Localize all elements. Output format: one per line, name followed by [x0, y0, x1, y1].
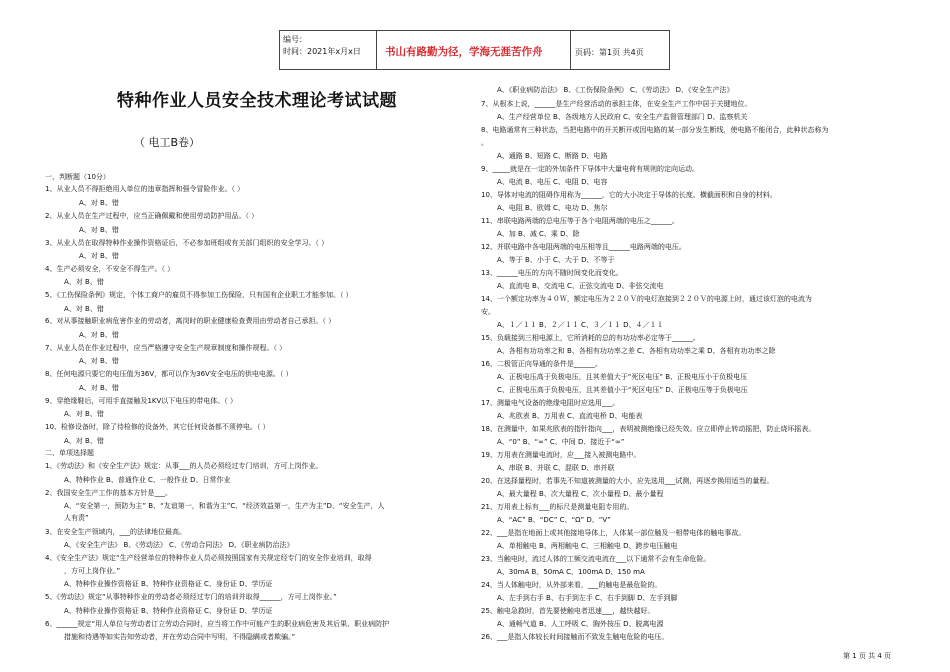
question-line: 13、______电压的方向不随时间变化而变化。 [481, 269, 623, 277]
question-line: 8、任何电源只要它的电压值为36V，都可以作为36V安全电压的供电电源。（ ） [45, 370, 293, 378]
question-line: A、对 B、错 [64, 437, 104, 445]
question-line: A、１／１１ B、２／１１ C、３／１１ D、４／１１ [497, 321, 664, 329]
question-line: 一、判断题（10分） [45, 173, 110, 181]
question-line: 25、触电急救时，首先要使触电者迅速___，越快越好。 [481, 607, 655, 615]
question-line: 16、二极管正向导通的条件是______。 [481, 360, 602, 368]
question-line: 2、我国安全生产工作的基本方针是___。 [45, 489, 172, 497]
footer-page-number: 第 1 页 共 4 页 [843, 652, 892, 660]
question-line: A、对 B、错 [64, 305, 104, 313]
question-line: 11、串联电路两端的总电压等于各个电阻两端的电压之______。 [481, 217, 679, 225]
question-line: A、对 B、错 [79, 331, 119, 339]
question-line: 5、《工伤保险条例》规定，个体工商户的雇员不得参加工伤保险，只有国有企业职工才能参加。（ ） [45, 291, 353, 299]
question-line: 5、《劳动法》规定“从事特种作业的劳动者必须经过专门的培训并取得______，方可上岗作业。” [45, 593, 337, 601]
question-line: 措施和待遇等如实告知劳动者，并在劳动合同中写明，不得隐瞒或者欺骗。” [64, 633, 296, 641]
question-line: 20、在选择量程时，若事先不知道被测量的大小，应先选用___试测，再逐步换用适当的量程。 [481, 477, 774, 485]
question-line: 15、负载接到三相电源上，它所消耗的总的有功功率必定等于______。 [481, 334, 700, 342]
question-line: 22、___是指在地面上或其他接地导体上，人体某一部位触及一相带电体的触电事故。 [481, 529, 746, 537]
question-line: 1、《劳动法》和《安全生产法》规定：从事___的人员必须经过专门培训，方可上岗作业。 [45, 462, 323, 470]
question-line: 6、______规定“用人单位与劳动者订立劳动合同时，应当将工作中可能产生的职业病危害及其后果、职业病防护 [45, 620, 390, 628]
question-line: C、正极电压高于负极电压，且其差值小于“死区电压” D、正极电压等于负极电压 [497, 386, 748, 394]
question-line: A、“AC” B、“DC” C、“Ω” D、“V” [497, 516, 611, 524]
question-line: 9、穿绝缘鞋后，可用手直接触及1KV以下电压的带电体。（ ） [45, 397, 238, 405]
question-line: A、对 B、错 [79, 226, 119, 234]
question-line: 2、从业人员在生产过程中，应当正确佩戴和使用劳动防护用品。（ ） [45, 212, 259, 220]
question-line: A、对 B、错 [79, 357, 119, 365]
question-line: 19、万用表在测量电流时，应___接入被测电路中。 [481, 451, 641, 459]
header-box [279, 30, 670, 70]
time-label: 时间：2021年x月x日 [283, 47, 361, 56]
question-line: A、各相有功功率之和 B、各相有功功率之差 C、各相有功功率之乘 D、各相有功功率之除 [497, 347, 776, 355]
question-line: A、通路 B、短路 C、断路 D、电路 [497, 152, 608, 160]
question-line: 人有责” [64, 514, 89, 522]
question-line: A、生产经营单位 B、各级地方人民政府 C、安全生产监督管理部门 D、监察机关 [497, 113, 748, 121]
question-line: 8、电路通常有三种状态，当把电路中的开关断开或因电路的某一部分发生断线，使电路不能闭合，此种状态称为 [481, 126, 829, 134]
question-line: A、特种作业操作资格证 B、特种作业资格证 C、身份证 D、学历证 [64, 607, 273, 615]
question-line: A、特种作业操作资格证 B、特种作业资格证 C、身份证 D、学历证 [64, 580, 273, 588]
question-line: 17、测量电气设备的绝缘电阻时应选用___。 [481, 399, 620, 407]
question-line: 4、生产必须安全，不安全不得生产。（ ） [45, 265, 175, 273]
question-line: 10、检修设备时，除了待检修的设备外，其它任何设备都不须停电。（ ） [45, 423, 270, 431]
question-line: A、对 B、错 [64, 278, 104, 286]
question-line: 安。 [481, 308, 495, 316]
question-line: A、对 B、错 [79, 384, 119, 392]
question-line: 12、并联电路中各电阻两端的电压相等且______电路两端的电压。 [481, 243, 686, 251]
question-line: 二、单项选择题 [45, 449, 94, 457]
question-line: A、兆欧表 B、万用表 C、直流电桥 D、电能表 [497, 412, 643, 420]
question-line: A、等于 B、小于 C、大于 D、不等于 [497, 256, 615, 264]
question-line: A、单相触电 B、两相触电 C、三相触电 D、跨步电压触电 [497, 542, 678, 550]
question-line: 24、当人体触电时，从外部来看，___的触电是最危险的。 [481, 581, 662, 589]
question-line: 3、在安全生产领域内，___的法律地位最高。 [45, 528, 186, 536]
question-line: 14、一个额定功率为４０Ｗ，额定电压为２２０Ｖ的电灯泡接到２２０Ｖ的电源上时，通过该灯泡的电流为 [481, 295, 812, 303]
question-line: 10、导体对电流的阻碍作用称为______，它的大小决定于导体的长度、横截面积和自身的材料。 [481, 191, 777, 199]
question-line: A、加 B、减 C、乘 D、除 [497, 230, 580, 238]
question-line: A、对 B、错 [64, 410, 104, 418]
question-line: ，方可上岗作业。” [64, 567, 121, 575]
header-motto-cell [377, 31, 571, 69]
question-line: 23、当触电时，流过人体的工频交流电流在___以下通常不会有生命危险。 [481, 555, 711, 563]
question-line: A、串联 B、并联 C、混联 D、串并联 [497, 464, 615, 472]
question-line: A、《安全生产法》 B、《劳动法》 C、《劳动合同法》 D、《职业病防治法》 [64, 541, 294, 549]
question-line: 18、在测量中，如果兆欧表的指针指向___，表明被测绝缘已经失效。应立即停止转动摇把，防止烧坏摇表。 [481, 425, 816, 433]
question-line: 9、_____就是在一定的外加条件下导体中大量电荷有规则的定向运动。 [481, 165, 699, 173]
question-line: A、“安全第一，预防为主” B、“友谊第一，和谐为主”C、“经济效益第一，生产为主”D、“安全生产，人 [64, 502, 385, 510]
code-label: 编号： [283, 35, 307, 44]
question-line: 6、对从事接触职业病危害作业的劳动者，离岗时的职业健康检查费用由劳动者自己承担。（ ） [45, 317, 336, 325]
motto-text: 书山有路勤为径，学海无涯苦作舟 [385, 46, 543, 58]
question-line: 7、从根本上说，______是生产经营活动的承担主体，在安全生产工作中居于关键地位。 [481, 100, 752, 108]
question-line: A、左手到右手 B、右手到左手 C、右手到脚 D、左手到脚 [497, 594, 678, 602]
question-line: 3、从业人员在取得特种作业操作资格证后，不必参加班组或有关部门组织的安全学习。（ ） [45, 239, 329, 247]
question-line: A、对 B、错 [79, 199, 119, 207]
header-meta-cell [280, 31, 377, 69]
question-line: A、电阻 B、欧姆 C、电功 D、焦尔 [497, 204, 608, 212]
question-line: 26、___是指人体较长时间接触而不致发生触电危险的电压。 [481, 633, 669, 641]
page-subtitle: （ 电工B卷） [134, 136, 201, 149]
page-info: 页码：第1页 共4页 [575, 48, 644, 57]
question-line: A、正极电压高于负极电压，且其差值大于“死区电压” B、正极电压小于负极电压 [497, 373, 748, 381]
question-line: A、通畅气道 B、人工呼吸 C、胸外按压 D、脱离电源 [497, 620, 664, 628]
question-line: A、直流电 B、交流电 C、正弦交流电 D、非弦交流电 [497, 282, 664, 290]
question-line: A、对 B、错 [79, 252, 119, 260]
header-page-cell [571, 31, 669, 69]
question-line: A、《职业病防治法》 B、《工伤保险条例》 C、《劳动法》 D、《安全生产法》 [497, 86, 734, 94]
question-line: A、最大量程 B、次大量程 C、次小量程 D、最小量程 [497, 490, 664, 498]
question-line: A、“0” B、“∞” C、中间 D、接近于“∞” [497, 438, 625, 446]
question-line: 4、《安全生产法》规定“生产经营单位的特种作业人员必须按照国家有关规定经专门的安全作业培训，取得 [45, 554, 372, 562]
page-title: 特种作业人员安全技术理论考试试题 [117, 91, 397, 111]
question-line: 。 [481, 139, 488, 147]
question-line: A、电流 B、电压 C、电阻 D、电容 [497, 178, 608, 186]
question-line: 1、从业人员不得拒绝用人单位的违章指挥和强令冒险作业。（ ） [45, 185, 245, 193]
question-line: A、特种作业 B、普通作业 C、一般作业 D、日常作业 [64, 476, 231, 484]
question-line: 7、从业人员在作业过程中，应当严格遵守安全生产规章制度和操作规程。（ ） [45, 344, 287, 352]
question-line: A、30mA B、50mA C、100mA D、150 mA [497, 568, 645, 576]
question-line: 21、万用表上标有___的标尺是测量电阻专用的。 [481, 503, 634, 511]
